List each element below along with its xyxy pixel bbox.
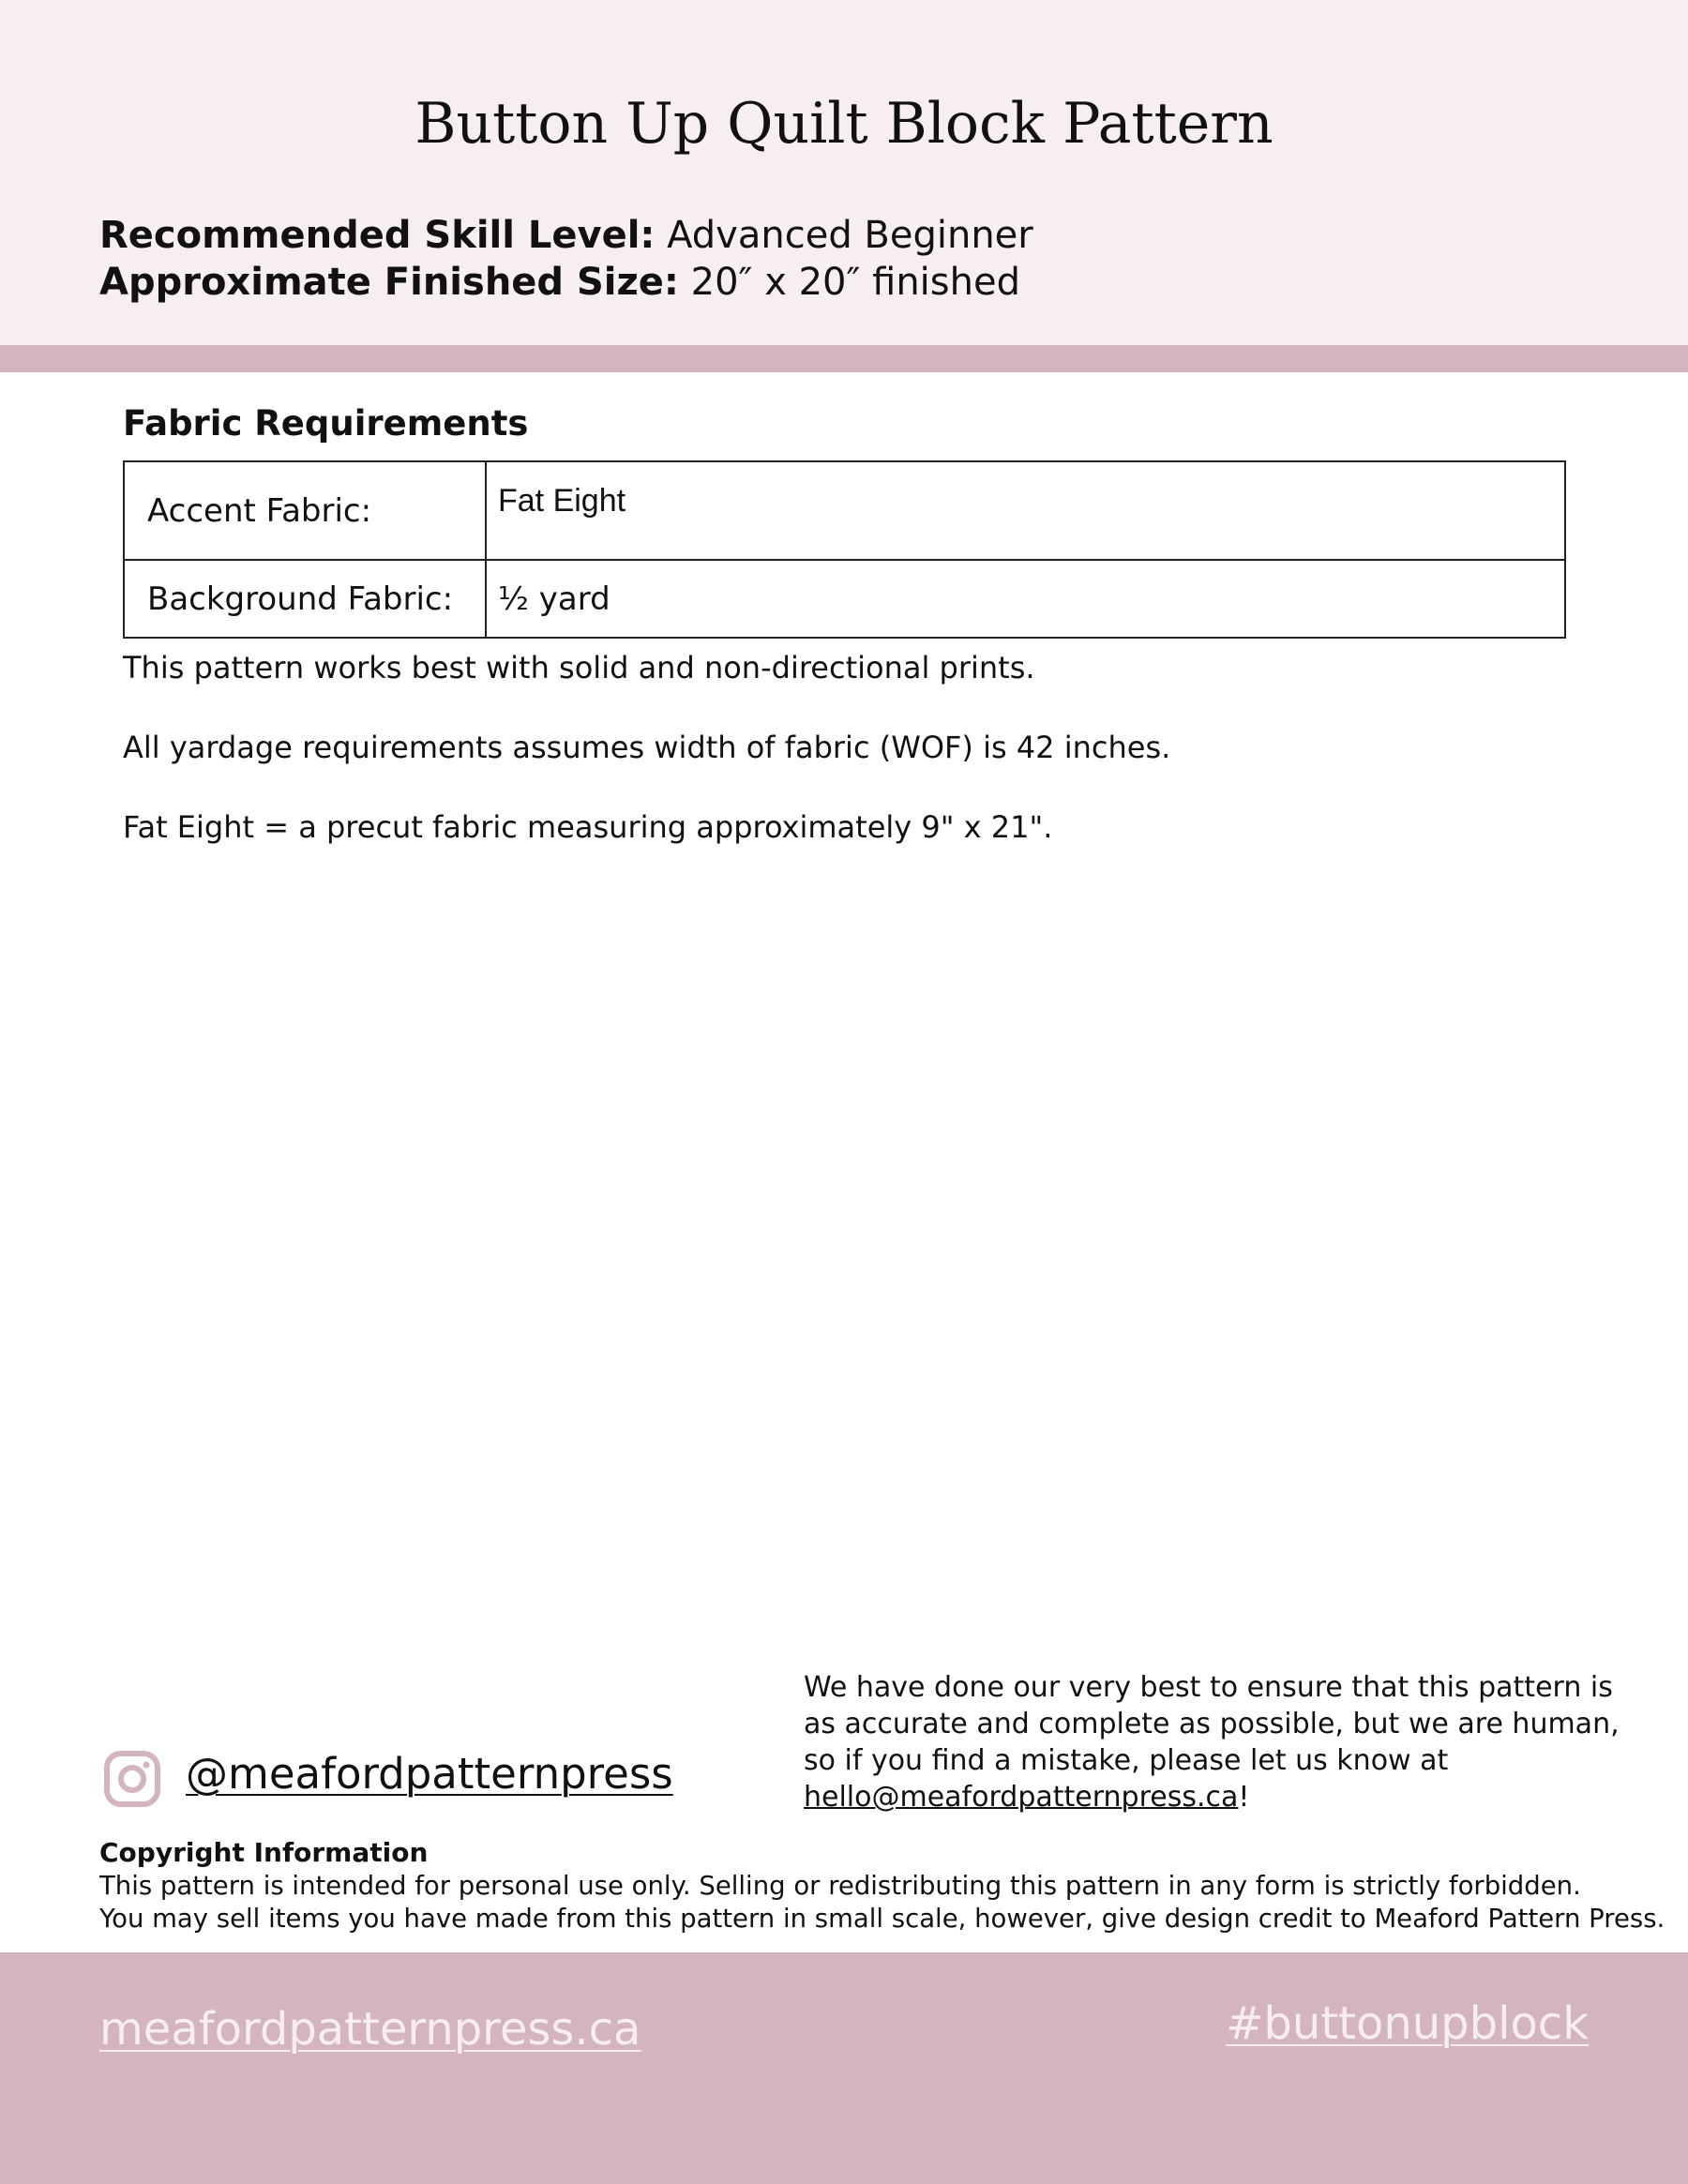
skill-level-label: Recommended Skill Level:	[99, 214, 656, 257]
fabric-label-accent: Accent Fabric:	[124, 461, 486, 560]
note-wof: All yardage requirements assumes width of fabric (WOF) is 42 inches.	[123, 730, 1171, 765]
disclaimer-line: so if you find a mistake, please let us know at	[804, 1744, 1449, 1777]
disclaimer	[804, 1669, 1648, 1815]
website-link[interactable]: meafordpatternpress.ca	[99, 2003, 641, 2056]
hashtag-link[interactable]: #buttonupblock	[1226, 1997, 1589, 2050]
disclaimer-line: as accurate and complete as possible, but we are human,	[804, 1708, 1620, 1740]
copyright-line: You may sell items you have made from this pattern in small scale, however, give design credit to Meaford Pattern Press.	[99, 1904, 1665, 1934]
note-prints: This pattern works best with solid and non-directional prints.	[123, 650, 1035, 685]
page-title: Button Up Quilt Block Pattern	[414, 91, 1274, 157]
table-row	[124, 560, 1565, 638]
instagram-icon[interactable]	[103, 1750, 161, 1808]
fabric-requirements-title: Fabric Requirements	[123, 403, 529, 444]
fabric-requirements-table	[123, 460, 1566, 639]
note-fat-eight: Fat Eight = a precut fabric measuring approximately 9" x 21".	[123, 809, 1053, 845]
disclaimer-email-line	[804, 1779, 1648, 1815]
footer-background	[0, 1952, 1688, 2184]
copyright-text	[99, 1870, 1665, 1935]
copyright-line: This pattern is intended for personal use only. Selling or redistributing this pattern in any form is strictly forbidden.	[99, 1871, 1581, 1901]
finished-size-label: Approximate Finished Size:	[99, 261, 679, 304]
copyright-title: Copyright Information	[99, 1837, 429, 1868]
header-accent-band	[0, 345, 1688, 372]
fabric-value-accent: Fat Eight	[486, 461, 1565, 560]
finished-size-value: 20″ x 20″ finished	[690, 261, 1020, 304]
fabric-label-background: Background Fabric:	[124, 560, 486, 638]
contact-email-link[interactable]: hello@meafordpatternpress.ca	[804, 1781, 1239, 1814]
skill-level	[99, 212, 1033, 259]
disclaimer-exclamation: !	[1238, 1781, 1250, 1814]
fabric-value-background: ½ yard	[486, 560, 1565, 638]
table-row	[124, 461, 1565, 560]
disclaimer-line: We have done our very best to ensure that this pattern is	[804, 1671, 1613, 1704]
finished-size	[99, 259, 1020, 306]
instagram-handle-link[interactable]: @meafordpatternpress	[186, 1749, 673, 1799]
skill-level-value: Advanced Beginner	[667, 214, 1033, 257]
